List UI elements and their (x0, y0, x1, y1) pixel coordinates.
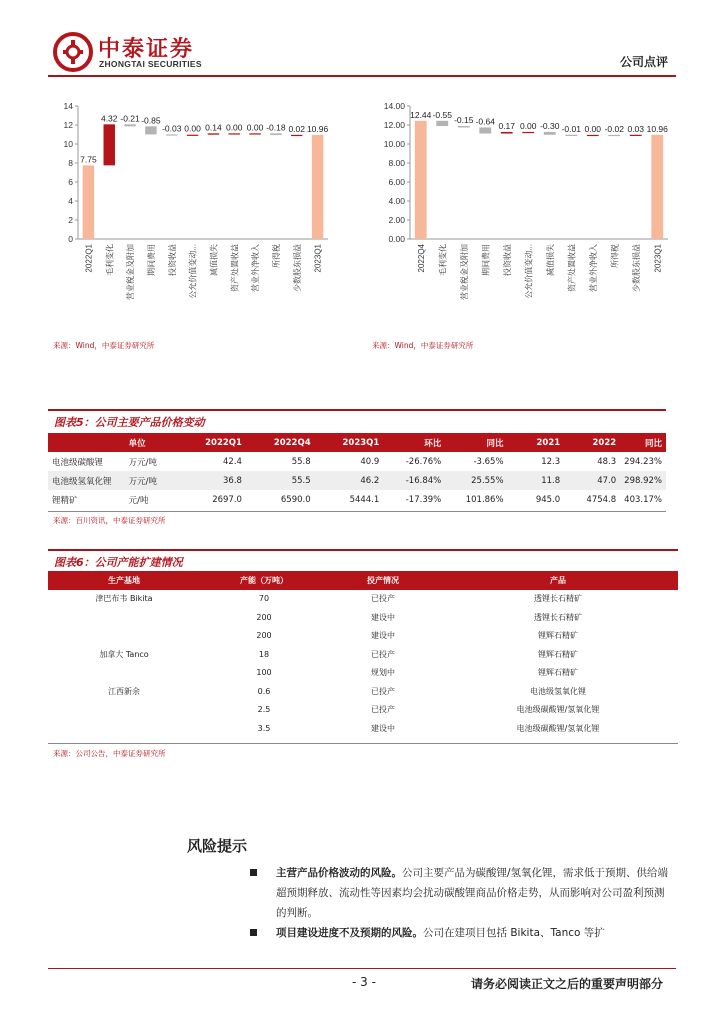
waterfall-bar (208, 133, 219, 134)
waterfall-chart-left (48, 92, 338, 332)
y-tick-label: 0 (68, 234, 73, 244)
table6-source: 来源：公司公告，中泰证券研究所 (53, 749, 166, 758)
table-row (48, 645, 678, 664)
waterfall-bar (436, 121, 448, 126)
data-label: 0.00 (246, 122, 264, 133)
y-tick-label: 10 (63, 139, 73, 149)
waterfall-bar (415, 121, 427, 239)
table-cell: 0.6 (257, 686, 271, 696)
data-label: 0.02 (288, 123, 306, 134)
table-header-cell: 2023Q1 (315, 433, 384, 452)
table-cell: -17.39% (405, 494, 442, 505)
data-label: -0.55 (432, 109, 452, 120)
table-cell: 12.3 (541, 456, 561, 467)
table-cell: 6590.0 (280, 494, 311, 505)
y-tick-label: 14.00 (383, 101, 405, 111)
table-cell: 电池级氢氧化锂 (530, 686, 586, 696)
table-cell: 锂辉石精矿 (538, 649, 578, 659)
y-tick-label: 4 (68, 196, 73, 206)
risk-item (250, 923, 670, 943)
table-row (48, 608, 678, 627)
chart-right-source: 来源：Wind，中泰证券研究所 (372, 341, 474, 350)
table-cell: 2697.0 (212, 494, 242, 505)
data-label: -0.01 (561, 123, 581, 134)
x-category-label: 毛利变化 (438, 244, 448, 276)
table-cell: 建设中 (371, 723, 395, 733)
table-cell (48, 719, 200, 738)
x-category-label: 少数股东损益 (631, 244, 641, 292)
table-cell: 电池级碳酸锂 (52, 457, 104, 468)
x-category-label: 公允价值变动... (188, 244, 198, 299)
table-row (48, 590, 678, 609)
x-category-label: 减值损失 (209, 244, 219, 276)
waterfall-bar (145, 126, 156, 134)
table-cell: 建设中 (371, 631, 395, 641)
table-cell: 已投产 (371, 705, 395, 715)
table-cell: 2.5 (257, 705, 271, 715)
x-category-label: 公允价值变动... (524, 244, 534, 299)
y-tick-label: 6 (68, 177, 73, 187)
table-cell: 透锂长石精矿 (534, 612, 582, 622)
table-cell (48, 701, 200, 720)
table-cell: 55.5 (246, 471, 315, 490)
x-category-label: 2023Q1 (653, 244, 663, 273)
table-cell: 建设中 (371, 612, 395, 622)
y-tick-label: 0.00 (388, 234, 405, 244)
data-label: 12.44 (410, 109, 432, 120)
chart-left-source: 来源：Wind，中泰证券研究所 (53, 341, 155, 350)
logo-icon (53, 32, 93, 72)
table-header-cell: 同比 (620, 433, 666, 452)
table-cell: 加拿大 Tanco (99, 649, 149, 659)
table-cell: 100 (256, 668, 272, 678)
table-cell: 36.8 (184, 471, 246, 490)
table-cell: 46.2 (315, 471, 384, 490)
data-label: 0.00 (584, 123, 602, 134)
waterfall-bar (630, 135, 642, 136)
y-tick-label: 12 (63, 120, 73, 130)
x-category-label: 营业税金及附加 (459, 244, 469, 300)
table-cell: 锂辉石精矿 (538, 631, 578, 641)
table-cell: 298.92% (620, 471, 666, 490)
table-cell: 101.86% (465, 494, 504, 505)
table-header-cell: 环比 (383, 433, 445, 452)
table-header-cell: 2022 (564, 433, 620, 452)
waterfall-chart-right (368, 92, 674, 332)
table-cell: 津巴布韦 Bikita (95, 594, 153, 604)
table-cell: 江西新余 (108, 686, 140, 696)
table-cell: 电池级碳酸锂/氢氧化锂 (516, 723, 600, 733)
risk-item-text: 公司在建项目包括 Bikita、Tanco 等扩 (423, 927, 605, 939)
price-table-body (48, 452, 666, 509)
table-header-cell: 产品 (438, 571, 678, 590)
table-cell: 万元/吨 (128, 457, 158, 468)
table-cell: 已投产 (371, 686, 395, 696)
table5-top-line (48, 409, 666, 411)
data-label: 0.17 (498, 120, 516, 131)
table-header-row (48, 571, 678, 590)
table5-bottom-line (48, 511, 666, 512)
table-header-cell: 产能（万吨） (200, 571, 328, 590)
table-header-cell: 投产情况 (328, 571, 438, 590)
header-divider (48, 75, 676, 77)
waterfall-bar (291, 135, 302, 136)
table-cell: 电池级碳酸锂/氢氧化锂 (516, 705, 600, 715)
table-row (48, 471, 666, 490)
x-category-label: 期间费用 (146, 244, 156, 276)
y-tick-label: 8.00 (388, 158, 405, 168)
capacity-table-body (48, 590, 678, 738)
table-cell: 元/吨 (128, 495, 149, 506)
x-category-label: 2023Q1 (313, 244, 323, 273)
table-row (48, 452, 666, 471)
data-label: -0.30 (540, 120, 560, 131)
data-label: 7.75 (80, 154, 97, 165)
table-cell (48, 664, 200, 683)
table-cell: 规划中 (371, 668, 395, 678)
table-cell (48, 608, 200, 627)
risk-item (250, 863, 670, 923)
table-header-cell: 2022Q1 (184, 433, 246, 452)
waterfall-bar (187, 135, 198, 136)
table-row (48, 490, 666, 509)
x-category-label: 所得税 (610, 244, 620, 268)
y-tick-label: 10.00 (383, 139, 405, 149)
x-category-label: 2022Q1 (84, 244, 94, 273)
data-label: -0.03 (162, 123, 182, 134)
brand-name-cn: 中泰证券 (98, 37, 195, 62)
price-table (48, 433, 666, 509)
data-label: 0.00 (225, 122, 243, 133)
table-cell: 锂精矿 (52, 495, 78, 506)
waterfall-bar (522, 132, 534, 133)
table-header-cell: 单位 (125, 433, 184, 452)
waterfall-bar (312, 135, 323, 239)
table-cell: 294.23% (624, 456, 662, 467)
table-cell: 锂辉石精矿 (538, 668, 578, 678)
table-cell: 55.8 (291, 456, 311, 467)
table-cell: 945.0 (535, 494, 561, 505)
table-header-cell: 同比 (445, 433, 507, 452)
table-cell: 透锂长石精矿 (534, 594, 582, 604)
table5-source: 来源：百川资讯，中泰证券研究所 (53, 516, 166, 525)
table-cell: 4754.8 (586, 494, 617, 505)
table-cell: 47.0 (564, 471, 620, 490)
waterfall-bar (479, 127, 491, 133)
table6-bottom-line (48, 743, 678, 744)
table-cell: 18 (258, 649, 270, 659)
table6-top-line (48, 549, 678, 551)
x-category-label: 2022Q4 (416, 244, 426, 273)
data-label: -0.02 (604, 123, 624, 134)
table-cell: -3.65% (473, 456, 504, 467)
table-header-cell: 生产基地 (48, 571, 200, 590)
waterfall-bar (166, 134, 177, 135)
table-cell: 403.17% (624, 494, 662, 505)
doc-type: 公司点评 (620, 55, 669, 69)
footer-divider (48, 968, 676, 969)
waterfall-bar (501, 132, 513, 134)
bullet-square-icon (250, 929, 257, 936)
risk-item-heading: 主营产品价格波动的风险。 (276, 867, 402, 879)
y-tick-label: 4.00 (388, 196, 405, 206)
x-category-label: 期间费用 (481, 244, 491, 276)
chart-right-svg (368, 92, 674, 332)
table-header-cell: 2021 (508, 433, 565, 452)
table-cell: 已投产 (371, 594, 395, 604)
y-tick-label: 12.00 (383, 120, 405, 130)
x-category-label: 资产处置收益 (567, 244, 577, 292)
data-label: 10.96 (306, 123, 329, 134)
waterfall-bar (565, 135, 577, 136)
chart-left-svg (48, 92, 338, 332)
table-header-row (48, 433, 666, 452)
table-cell (48, 627, 200, 646)
risk-list (250, 863, 670, 943)
table5-title: 图表5：公司主要产品价格变动 (54, 416, 205, 429)
waterfall-bar (587, 135, 599, 136)
data-label: 10.96 (646, 123, 668, 134)
x-category-label: 营业税金及附加 (126, 244, 136, 300)
data-label: 4.32 (100, 113, 118, 124)
y-tick-label: 14 (63, 101, 73, 111)
table-header-cell: 2022Q4 (246, 433, 315, 452)
y-tick-label: 2.00 (388, 215, 405, 225)
table-cell: 48.3 (597, 456, 617, 467)
table-cell: 11.8 (508, 471, 565, 490)
table-cell: -26.76% (405, 456, 442, 467)
table-cell: 5444.1 (349, 494, 380, 505)
x-category-label: 营业外净收入 (588, 244, 598, 292)
table-row (48, 627, 678, 646)
x-category-label: 少数股东损益 (292, 244, 302, 292)
table-row (48, 664, 678, 683)
data-label: 0.00 (184, 123, 201, 134)
waterfall-bar (124, 124, 135, 126)
x-category-label: 投资收益 (167, 244, 177, 276)
data-label: -0.18 (266, 122, 286, 133)
data-label: 0.00 (519, 120, 537, 131)
disclaimer-text: 请务必阅读正文之后的重要声明部分 (471, 977, 664, 991)
x-category-label: 所得税 (271, 244, 281, 268)
waterfall-bar (608, 135, 620, 136)
table-cell: 40.9 (360, 456, 380, 467)
waterfall-bar (104, 124, 115, 165)
y-tick-label: 2 (68, 215, 73, 225)
table-cell: 70 (258, 594, 270, 604)
table-cell: 200 (256, 631, 272, 641)
data-label: 0.03 (627, 123, 645, 134)
bullet-square-icon (250, 869, 257, 876)
table-cell: 已投产 (371, 649, 395, 659)
brand-name-en: ZHONGTAI SECURITIES (99, 59, 202, 69)
waterfall-bar (249, 133, 260, 134)
risk-item-heading: 项目建设进度不及预期的风险。 (276, 927, 423, 939)
y-tick-label: 6.00 (388, 177, 405, 187)
x-category-label: 营业外净收入 (251, 244, 261, 292)
risk-item-text: 公司主要产品为碳酸锂/氢氧化锂，需求低于预期、供给端超预期释放、流动性等因素均会扰动碳酸锂商品价格走势，从而影响对公司盈利预测的判断。 (276, 867, 669, 919)
data-label: -0.15 (454, 115, 474, 126)
table-cell: -16.84% (383, 471, 445, 490)
table-cell: 电池级氢氧化锂 (48, 471, 125, 490)
table6-title: 图表6：公司产能扩建情况 (54, 556, 183, 569)
page-number: - 3 - (352, 975, 376, 989)
waterfall-bar (544, 132, 556, 135)
x-category-label: 投资收益 (502, 244, 512, 276)
x-category-label: 减值损失 (545, 244, 555, 276)
data-label: -0.21 (120, 113, 140, 124)
capacity-table (48, 571, 678, 738)
table-cell: 25.55% (445, 471, 507, 490)
table-row (48, 719, 678, 738)
waterfall-bar (458, 126, 470, 127)
table-cell: 3.5 (257, 723, 271, 733)
data-label: -0.85 (141, 115, 161, 126)
table-header-cell (48, 433, 125, 452)
data-label: 0.14 (205, 122, 222, 133)
waterfall-bar (270, 133, 281, 135)
x-category-label: 毛利变化 (105, 244, 115, 276)
table-cell: 200 (256, 612, 272, 622)
waterfall-bar (83, 165, 94, 239)
table-cell: 42.4 (223, 456, 242, 467)
table-cell: 万元/吨 (125, 471, 184, 490)
waterfall-bar (651, 135, 663, 239)
table-row (48, 682, 678, 701)
risk-section-title: 风险提示 (187, 837, 248, 855)
waterfall-bar (229, 133, 240, 134)
company-logo (53, 32, 93, 72)
x-category-label: 资产处置收益 (230, 244, 240, 292)
table-row (48, 701, 678, 720)
data-label: -0.64 (475, 116, 495, 127)
y-tick-label: 8 (68, 158, 73, 168)
